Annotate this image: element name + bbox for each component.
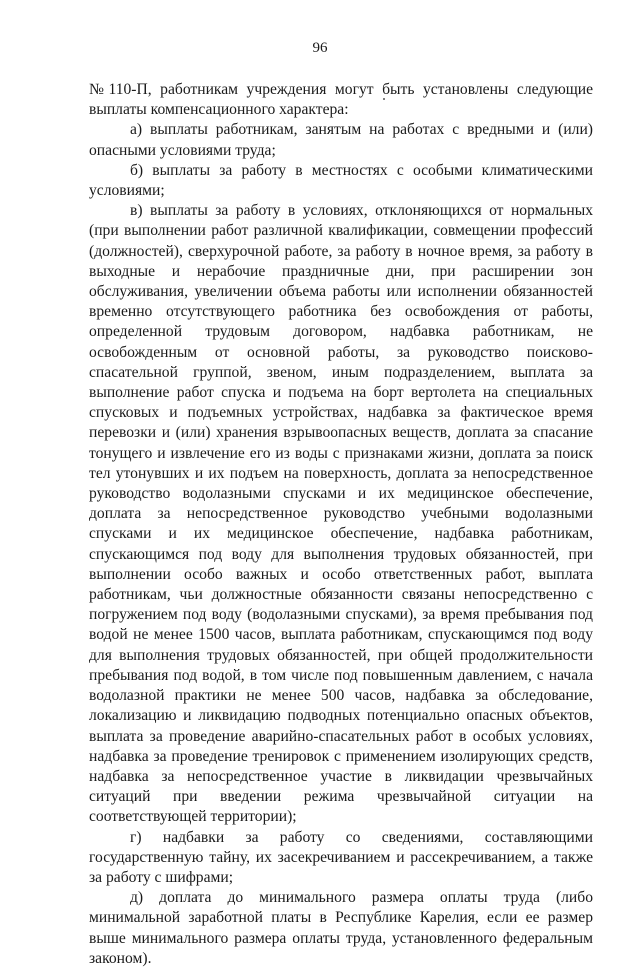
paragraph-item-a: а) выплаты работникам, занятым на работах с вредными и (или) опасными условиями труда; (89, 121, 593, 159)
paragraph-item-d: д) доплата до минимального размера оплаты труда (либо минимальной заработной платы в Республике Карелия, если ее размер выше минимального размера оплаты труда, установленного федеральным законом). (89, 889, 593, 967)
paragraph-intro: №110-П, работникам учреждения могут быть установлены следующие выплаты компенсационного характера: (89, 81, 593, 119)
paragraph-item-b: б) выплаты за работу в местностях с особыми климатическими условиями; (89, 161, 593, 200)
document-body (89, 80, 593, 969)
paragraph-item-g: г) надбавки за работу со сведениями, составляющими государственную тайну, их засекречиванием и рассекречиванием, а также за работу с шифрами; (89, 828, 593, 886)
page-number: 96 (312, 40, 328, 56)
paragraph-item-v: в) выплаты за работу в условиях, отклоняющихся от нормальных (при выполнении работ различной квалификации, совмещении профессий (должностей), сверхурочной работе, за работу в ночное время, за работу в выходные и нерабочие праздничные дни, при расширении зон обслуживания, увеличении объема работы или исполнении обязанностей временно отсутствующего работника без освобождения от работы, определенной трудовым договором, надбавка работникам, не освобожденным от основной работы, за руководство поисково-спасательной группой, звеном, иным подразделением, выплата за выполнение работ спуска и подъема на борт вертолета на специальных спусковых и подъемных устройствах, надбавка за фактическое время перевозки и (или) хранения взрывоопасных веществ, доплата за спасание тонущего и извлечение его из воды с признаками жизни, доплата за поиск тел утонувших и их подъем на поверхность, доплата за непосредственное руководство водолазными спусками и их медицинское обеспечение, доплата за непосредственное руководство учебными водолазными спусками и их медицинское обеспечение, надбавка работникам, спускающимся под воду для выполнения трудовых обязанностей, при выполнении особо важных и особо ответственных работ, выплата работникам, чьи должностные обязанности связаны непосредственно с погружением под воду (водолазными спусками), за время пребывания под водой не менее 1500 часов, выплата работникам, спускающимся под воду для выполнения трудовых обязанностей, при общей продолжительности пребывания под водой, в том числе под повышенным давлением, с начала водолазной практики не менее 500 часов, надбавка за обследование, локализацию и ликвидацию подводных потенциально опасных объектов, выплата за проведение аварийно-спасательных работ в особых условиях, надбавка за проведение тренировок с применением изолирующих средств, надбавка за непосредственное участие в ликвидации чрезвычайных ситуаций при введении режима чрезвычайной ситуации на соответствующей территории); (89, 202, 593, 826)
